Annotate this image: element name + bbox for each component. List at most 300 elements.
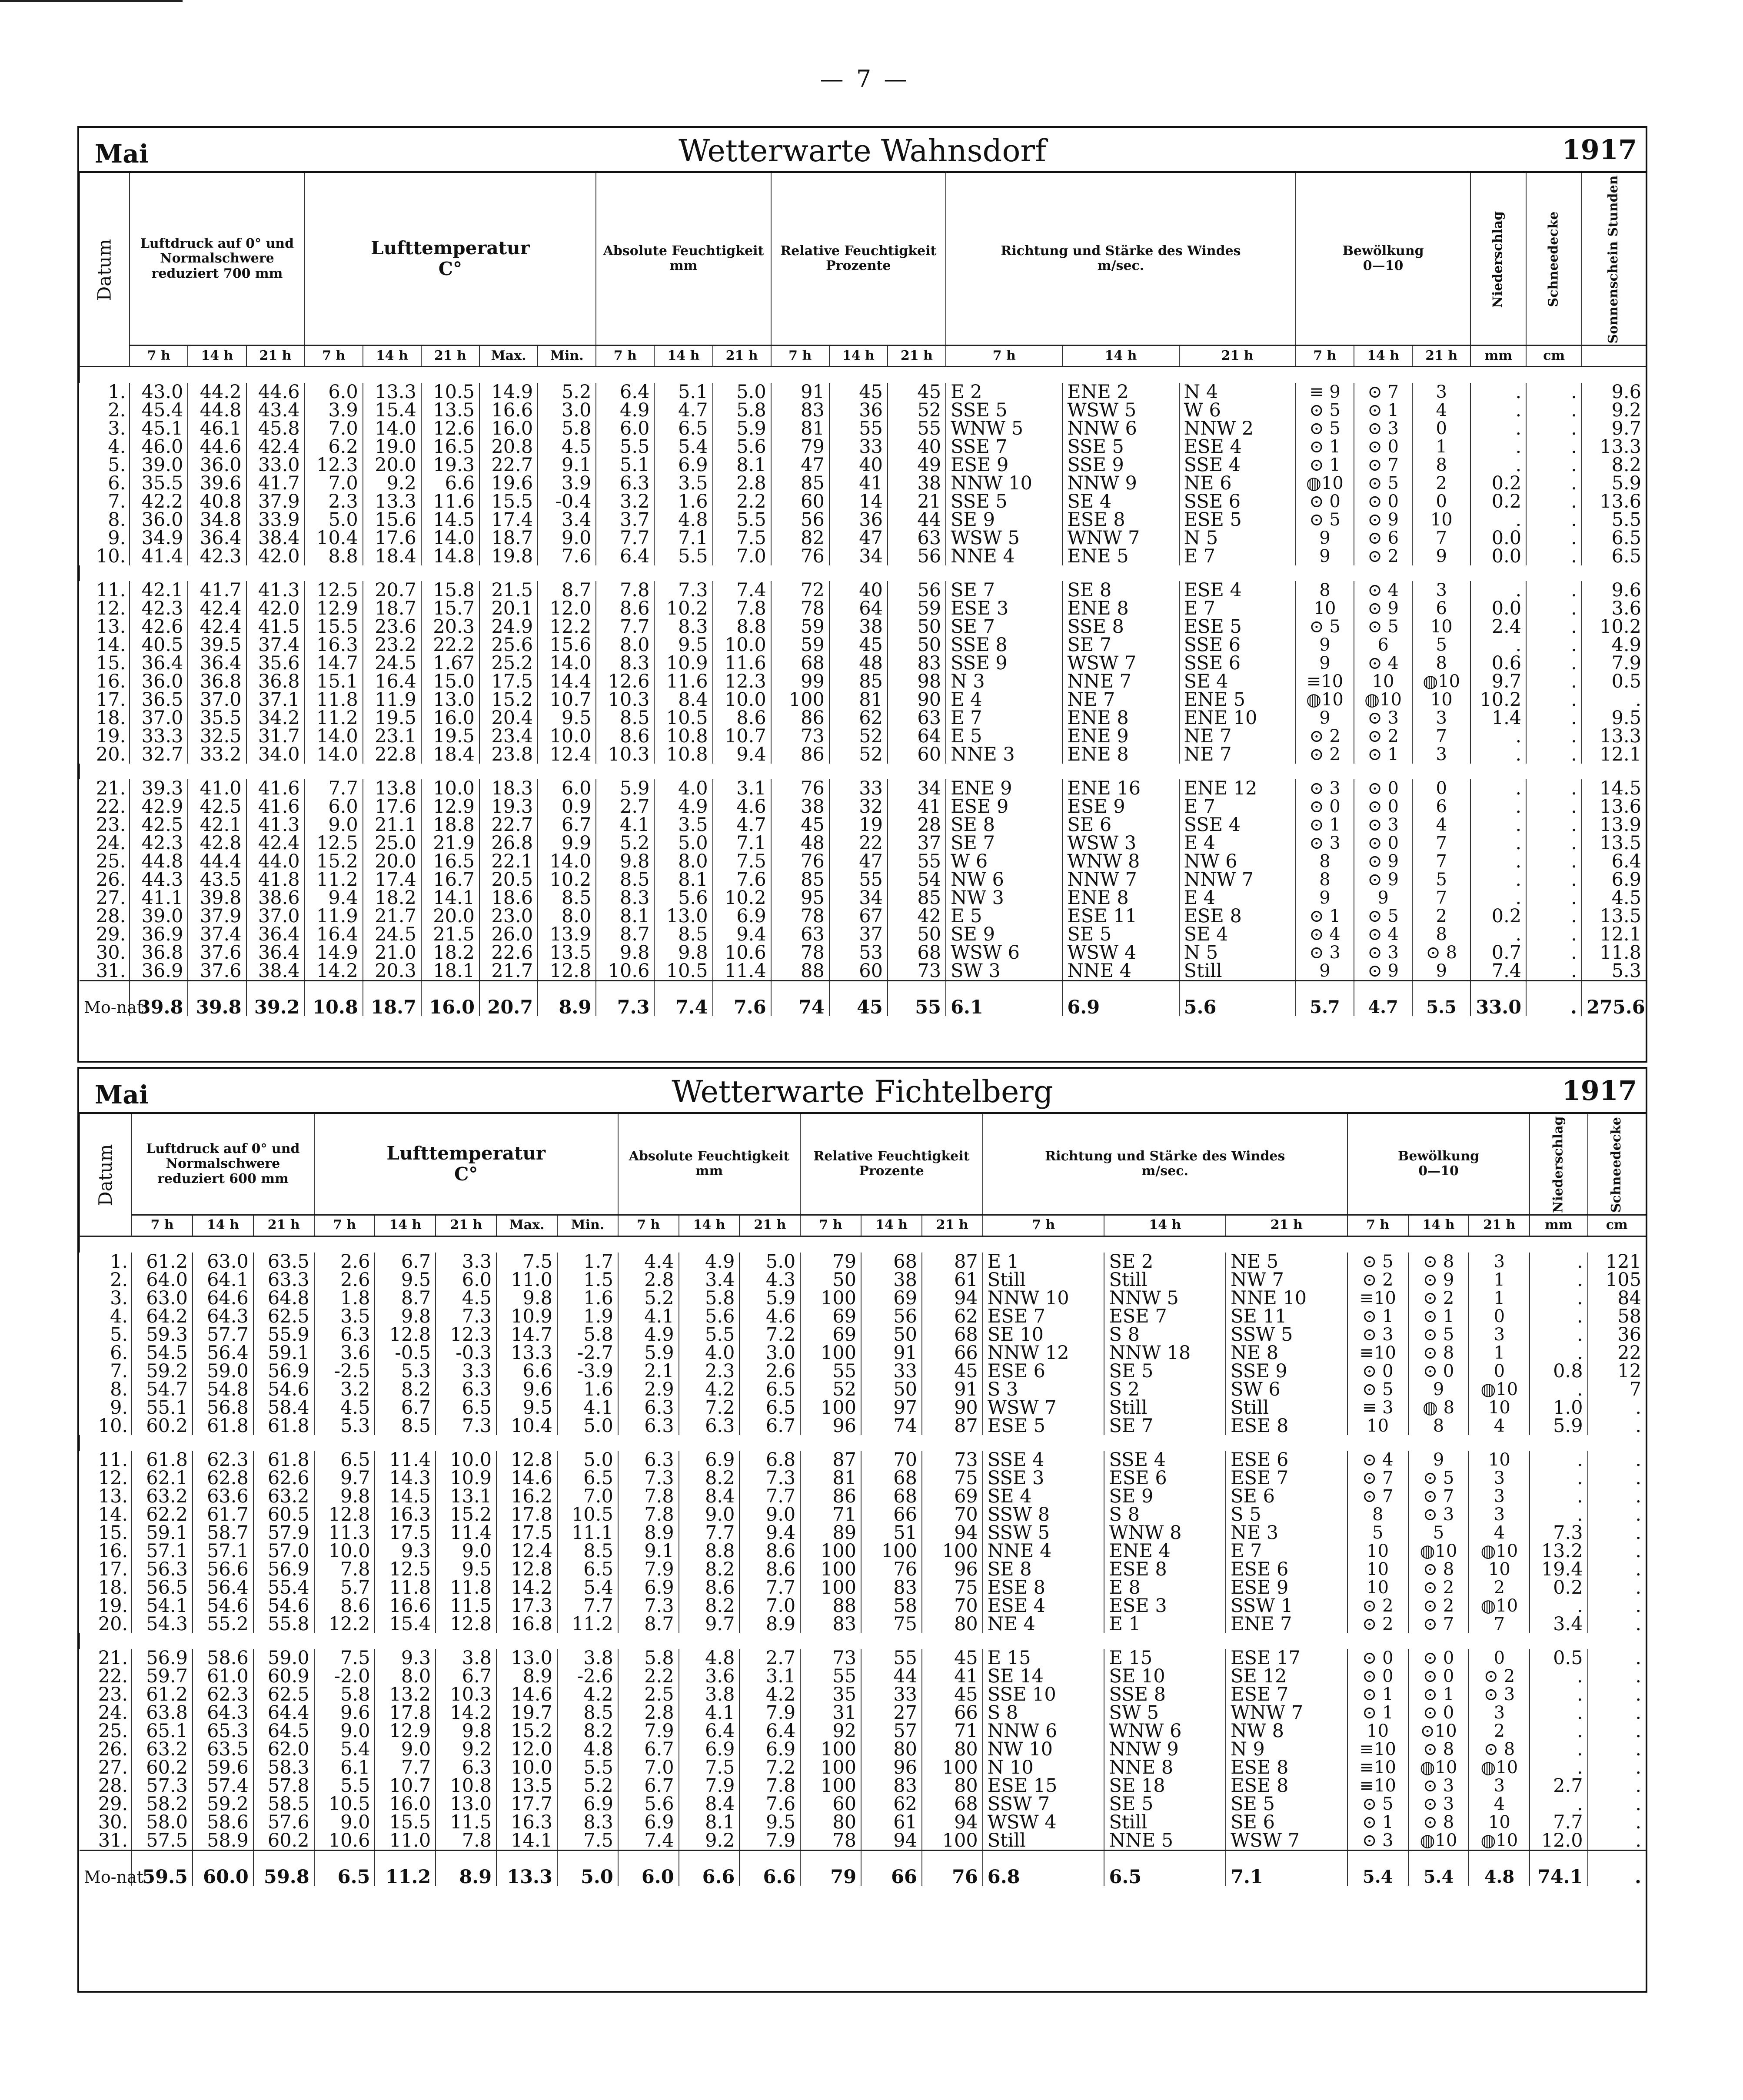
data-cell: 4 [1469, 1417, 1530, 1435]
data-cell: 20.7 [363, 581, 421, 599]
data-cell: 2 [1412, 907, 1470, 925]
data-cell: 61.8 [253, 1417, 314, 1435]
data-cell: 9.2 [1582, 401, 1646, 419]
data-cell: 44.6 [188, 438, 246, 456]
month-value-cell: 6.1 [946, 980, 1062, 1016]
data-cell: 2 [1469, 1578, 1530, 1597]
data-cell: 55 [829, 871, 888, 889]
col-14h: 14 h [193, 1215, 253, 1236]
data-cell: 6.0 [538, 779, 596, 797]
data-cell: 75 [922, 1469, 983, 1487]
data-cell: 56.9 [253, 1362, 314, 1380]
data-cell: ⊙ 0 [1408, 1704, 1469, 1722]
data-cell: 9 [1296, 529, 1354, 547]
data-cell: 2.4 [1470, 618, 1526, 636]
data-cell: 83 [861, 1777, 922, 1795]
date-cell: 28. [96, 905, 126, 927]
col-21h: 21 h [713, 345, 771, 366]
data-cell: 2.8 [618, 1271, 679, 1289]
data-cell: 7 [1412, 834, 1470, 852]
data-cell: 14.1 [496, 1831, 557, 1851]
data-cell: 8.8 [679, 1542, 740, 1560]
data-cell: 39.3 [130, 779, 188, 797]
data-cell: 16.0 [375, 1795, 436, 1813]
data-cell: 7.0 [305, 419, 363, 438]
data-cell: ⊙ 1 [1296, 438, 1354, 456]
table-row [80, 581, 1646, 599]
table-row [80, 438, 1646, 456]
data-cell: 6.4 [596, 383, 654, 401]
month-value-cell: 6.0 [618, 1850, 679, 1886]
data-cell: 10.6 [596, 962, 654, 981]
data-cell: 15.8 [421, 581, 479, 599]
data-cell: ≡10 [1296, 672, 1354, 691]
data-cell: 59.0 [193, 1362, 253, 1380]
data-cell: 100 [800, 1777, 861, 1795]
data-cell: 45 [771, 816, 829, 834]
data-cell: . [1470, 779, 1526, 797]
data-cell: 5.8 [679, 1289, 740, 1307]
data-cell: 94 [861, 1831, 922, 1851]
data-cell: . [1526, 745, 1582, 764]
data-cell: 8.4 [654, 691, 712, 709]
data-cell: 12.6 [596, 672, 654, 691]
data-cell: 8.6 [739, 1542, 800, 1560]
data-cell: 39.0 [130, 456, 188, 474]
month-value-cell: 6.8 [983, 1850, 1104, 1886]
month-value-cell: 6.6 [739, 1850, 800, 1886]
data-cell: ⊙ 2 [1347, 1615, 1408, 1633]
data-cell: 63.5 [193, 1740, 253, 1758]
data-cell: SSE 4 [983, 1451, 1104, 1469]
data-cell: 72 [771, 581, 829, 599]
data-cell: 6.9 [1582, 871, 1646, 889]
data-cell: SE 18 [1104, 1777, 1226, 1795]
data-cell: 14.5 [421, 511, 479, 529]
col-7h: 7 h [130, 345, 188, 366]
data-cell: 20.0 [421, 907, 479, 925]
date-cell: 14. [98, 1503, 128, 1525]
data-cell: 44 [861, 1667, 922, 1685]
data-cell: 4.0 [654, 779, 712, 797]
precip-header: Niederschlag [1470, 173, 1526, 345]
data-cell: ◍10 [1412, 672, 1470, 691]
data-cell: 96 [800, 1417, 861, 1435]
data-cell: 85 [771, 871, 829, 889]
data-cell: 10.0 [496, 1758, 557, 1777]
data-cell: 0.2 [1470, 907, 1526, 925]
data-cell: 31.7 [246, 727, 305, 745]
data-cell: SE 9 [1104, 1487, 1226, 1505]
data-cell: 3.8 [679, 1685, 740, 1704]
table-row [80, 816, 1646, 834]
data-cell: 87 [922, 1253, 983, 1271]
data-cell: SE 7 [1104, 1417, 1226, 1435]
data-cell: ⊙ 9 [1354, 871, 1412, 889]
data-cell: 5.2 [557, 1777, 618, 1795]
data-cell: 81 [829, 691, 888, 709]
col-14h: 14 h [375, 1215, 436, 1236]
data-cell: 3.6 [314, 1344, 375, 1362]
data-cell: 5.0 [557, 1417, 618, 1435]
data-cell: 5.0 [557, 1451, 618, 1469]
data-cell: 13.3 [1582, 438, 1646, 456]
data-cell: E 5 [946, 907, 1062, 925]
data-cell: 9.8 [375, 1307, 436, 1326]
data-cell: 20.3 [363, 962, 421, 981]
data-cell: 45.8 [246, 419, 305, 438]
data-cell: 14.4 [538, 672, 596, 691]
data-cell: 3.0 [538, 401, 596, 419]
date-cell: 29. [96, 923, 126, 945]
date-cell: 3. [110, 1287, 128, 1309]
data-cell: 3 [1469, 1253, 1530, 1271]
data-cell: 91 [922, 1380, 983, 1399]
data-cell: . [1470, 816, 1526, 834]
data-cell: 9.4 [713, 925, 771, 944]
page-number: — 7 — [820, 65, 910, 93]
data-cell: 13.3 [1582, 727, 1646, 745]
data-cell: ⊙ 7 [1354, 383, 1412, 401]
data-cell: 7.5 [713, 852, 771, 871]
date-cell: 8. [110, 1378, 128, 1400]
data-cell: 15.2 [479, 691, 538, 709]
data-cell: 28 [888, 816, 946, 834]
data-cell: 12.4 [496, 1542, 557, 1560]
data-cell: 14 [829, 492, 888, 511]
data-cell: 32 [829, 797, 888, 816]
data-cell: 5.2 [618, 1289, 679, 1307]
data-cell: 86 [800, 1487, 861, 1505]
data-cell: . [1526, 944, 1582, 962]
data-cell: 10 [1347, 1417, 1408, 1435]
data-cell: ENE 2 [1062, 383, 1179, 401]
date-cell: 2. [110, 1269, 128, 1291]
month-value-cell: 4.7 [1354, 980, 1412, 1016]
data-cell: 10.0 [713, 636, 771, 654]
date-cell: 15. [98, 1522, 128, 1544]
data-cell: 11.8 [305, 691, 363, 709]
data-cell: . [1470, 727, 1526, 745]
data-cell: 36.4 [188, 654, 246, 672]
data-cell: 18.2 [363, 889, 421, 907]
data-cell: ⊙ 3 [1296, 779, 1354, 797]
data-cell: 23.2 [363, 636, 421, 654]
data-cell: 21.9 [421, 834, 479, 852]
data-cell: 16.6 [479, 401, 538, 419]
cloud-title: Bewölkung [1398, 1148, 1480, 1164]
data-cell: 59.1 [253, 1344, 314, 1362]
data-cell: E 7 [946, 709, 1062, 727]
data-cell: 6.4 [1582, 852, 1646, 871]
data-cell: 64.2 [132, 1307, 193, 1326]
data-cell: ESE 9 [946, 456, 1062, 474]
data-cell: . [1526, 654, 1582, 672]
data-cell: ⊙ 0 [1354, 834, 1412, 852]
data-cell: 58.5 [253, 1795, 314, 1813]
pressure-header: Luftdruck auf 0° und Normalschwere reduziert 600 mm [132, 1114, 314, 1215]
data-cell: 4.7 [654, 401, 712, 419]
data-cell: 5.5 [1582, 511, 1646, 529]
table-row [80, 1795, 1646, 1813]
col-7h: 7 h [596, 345, 654, 366]
data-cell: 9.2 [363, 474, 421, 492]
data-cell: 25.0 [363, 834, 421, 852]
data-cell: ◍10 [1469, 1597, 1530, 1615]
table-row [80, 1758, 1646, 1777]
data-cell: . [1588, 1399, 1646, 1417]
data-cell: 2.9 [618, 1380, 679, 1399]
data-cell: 88 [800, 1597, 861, 1615]
data-cell: 56 [888, 581, 946, 599]
data-cell: 2.7 [1530, 1777, 1587, 1795]
col-7h: 7 h [771, 345, 829, 366]
data-cell: 15.7 [421, 599, 479, 618]
data-cell: 8 [1296, 871, 1354, 889]
data-cell: 7.7 [1530, 1813, 1587, 1831]
data-cell: SE 10 [983, 1326, 1104, 1344]
data-cell: 7.3 [1530, 1524, 1587, 1542]
data-cell: NNE 4 [983, 1542, 1104, 1560]
data-cell: SW 6 [1226, 1380, 1347, 1399]
data-cell: S 3 [983, 1380, 1104, 1399]
data-cell: ESE 9 [1062, 797, 1179, 816]
data-cell: NNW 6 [983, 1722, 1104, 1740]
data-cell: 6.7 [618, 1777, 679, 1795]
data-cell: 73 [771, 727, 829, 745]
cloud-unit: 0—10 [1418, 1163, 1459, 1179]
data-cell: ⊙ 0 [1354, 438, 1412, 456]
data-cell: 95 [771, 889, 829, 907]
data-cell: 6.9 [557, 1795, 618, 1813]
data-cell: 13.5 [421, 401, 479, 419]
data-cell: SW 5 [1104, 1704, 1226, 1722]
precip-header: Niederschlag [1530, 1114, 1587, 1215]
data-cell: ESE 3 [1104, 1597, 1226, 1615]
data-cell: . [1470, 636, 1526, 654]
data-cell: . [1470, 745, 1526, 764]
table-row [80, 492, 1646, 511]
data-cell: 9 [1296, 547, 1354, 565]
data-cell: 61.8 [253, 1451, 314, 1469]
data-cell: ⊙ 8 [1408, 1253, 1469, 1271]
month-value-cell: 5.7 [1296, 980, 1354, 1016]
data-cell: . [1526, 816, 1582, 834]
data-cell: 54.6 [253, 1380, 314, 1399]
table-row [80, 1831, 1646, 1851]
data-cell: . [1530, 1505, 1587, 1524]
data-cell: . [1530, 1271, 1587, 1289]
data-cell: 57.4 [193, 1777, 253, 1795]
data-cell: 87 [922, 1417, 983, 1435]
data-cell: 56.4 [193, 1578, 253, 1597]
data-cell: 10.2 [654, 599, 712, 618]
data-cell: 5 [1408, 1524, 1469, 1542]
spacer-cell [80, 1236, 1646, 1253]
data-cell: 65.3 [193, 1722, 253, 1740]
snow-header: Schneedecke [1588, 1114, 1646, 1215]
data-cell: NNE 4 [946, 547, 1062, 565]
data-cell: NNE 10 [1226, 1289, 1347, 1307]
data-cell: 9.5 [538, 709, 596, 727]
data-cell: 8.2 [679, 1597, 740, 1615]
col-14h: 14 h [1062, 345, 1179, 366]
data-cell: 8.9 [618, 1524, 679, 1542]
date-cell: 29. [98, 1793, 128, 1815]
data-cell: SE 6 [1226, 1813, 1347, 1831]
data-cell: ESE 8 [1179, 907, 1296, 925]
data-cell: SSE 7 [946, 438, 1062, 456]
data-cell: 5.1 [596, 456, 654, 474]
rel-humidity-header [800, 1114, 982, 1215]
data-cell: S 8 [1104, 1326, 1226, 1344]
data-cell: 18.3 [479, 779, 538, 797]
data-cell: 3.3 [436, 1253, 496, 1271]
data-cell: 19.3 [479, 797, 538, 816]
data-cell: SE 5 [1104, 1362, 1226, 1380]
data-cell: . [1526, 797, 1582, 816]
data-cell: 42.1 [130, 581, 188, 599]
data-cell: . [1530, 1722, 1587, 1740]
data-cell: 11.2 [557, 1615, 618, 1633]
data-cell: 70 [922, 1505, 983, 1524]
data-cell: 9.6 [1582, 581, 1646, 599]
data-cell: NNE 5 [1104, 1831, 1226, 1851]
data-cell: WSW 4 [983, 1813, 1104, 1831]
spacer-row [80, 1633, 1646, 1649]
data-cell: 5.4 [654, 438, 712, 456]
data-cell: . [1470, 581, 1526, 599]
data-cell: 85 [771, 474, 829, 492]
data-cell: 81 [771, 419, 829, 438]
data-cell: ⊙ 3 [1347, 1831, 1408, 1851]
data-cell: SSE 3 [983, 1469, 1104, 1487]
data-cell: S 5 [1226, 1505, 1347, 1524]
data-cell: 78 [771, 599, 829, 618]
data-cell: 22.2 [421, 636, 479, 654]
date-cell: 19. [98, 1595, 128, 1617]
abs-humidity-unit: mm [695, 1163, 723, 1179]
data-cell: 36.9 [130, 962, 188, 981]
data-cell: 7.8 [618, 1487, 679, 1505]
data-cell: 7.3 [436, 1307, 496, 1326]
data-cell: 79 [800, 1253, 861, 1271]
data-cell: ESE 6 [983, 1362, 1104, 1380]
data-cell: . [1526, 727, 1582, 745]
data-cell: 3.4 [679, 1271, 740, 1289]
col-14h: 14 h [829, 345, 888, 366]
data-cell: ESE 4 [1179, 438, 1296, 456]
data-cell: ESE 3 [946, 599, 1062, 618]
data-cell: ⊙ 3 [1296, 834, 1354, 852]
date-cell: 13. [96, 615, 126, 638]
data-cell: SSE 9 [1226, 1362, 1347, 1380]
data-cell: 10.5 [654, 962, 712, 981]
data-cell: SE 14 [983, 1667, 1104, 1685]
data-cell: 13.9 [538, 925, 596, 944]
data-cell: 6.9 [618, 1813, 679, 1831]
data-cell: 7.8 [314, 1560, 375, 1578]
data-cell: NNW 18 [1104, 1344, 1226, 1362]
data-cell: WSW 6 [946, 944, 1062, 962]
data-cell: 70 [861, 1451, 922, 1469]
data-cell: 37.9 [246, 492, 305, 511]
data-cell: ≡ 9 [1296, 383, 1354, 401]
data-cell: ⊙ 4 [1347, 1451, 1408, 1469]
temperature-title: Lufttemperatur [371, 237, 530, 259]
data-cell: 83 [861, 1578, 922, 1597]
data-cell: ⊙ 5 [1296, 419, 1354, 438]
data-cell: 16.2 [496, 1487, 557, 1505]
table-body [80, 366, 1646, 1016]
data-cell: 0.2 [1470, 492, 1526, 511]
date-cell: 25. [96, 850, 126, 872]
data-cell: 8.1 [596, 907, 654, 925]
data-cell: 10 [1412, 511, 1470, 529]
data-cell: 9.6 [314, 1704, 375, 1722]
table-row [80, 654, 1646, 672]
data-cell: 4.1 [596, 816, 654, 834]
table-row [80, 709, 1646, 727]
data-cell: 2 [1469, 1722, 1530, 1740]
data-cell: . [1470, 401, 1526, 419]
date-cell: 31. [96, 960, 126, 982]
data-cell: 7.0 [557, 1487, 618, 1505]
data-cell: 10.3 [596, 745, 654, 764]
data-cell: 16.3 [496, 1813, 557, 1831]
spacer-row [80, 565, 1646, 581]
data-cell: NNW 9 [1104, 1740, 1226, 1758]
data-cell: 66 [922, 1704, 983, 1722]
data-cell: ⊙ 8 [1408, 1344, 1469, 1362]
data-cell: 16.3 [375, 1505, 436, 1524]
data-cell: 19.6 [479, 474, 538, 492]
data-cell: 14.6 [496, 1685, 557, 1704]
data-cell: 52 [829, 727, 888, 745]
month-value-cell: 11.2 [375, 1850, 436, 1886]
data-cell: 70 [922, 1597, 983, 1615]
station-title: Wetterwarte Fichtelberg [672, 1074, 1053, 1110]
data-cell: E 15 [983, 1649, 1104, 1667]
data-cell: 11.5 [436, 1813, 496, 1831]
data-cell: ENE 5 [1062, 547, 1179, 565]
data-cell: ENE 8 [1062, 599, 1179, 618]
data-cell: 9.0 [314, 1722, 375, 1740]
data-cell: ⊙ 8 [1408, 1740, 1469, 1758]
data-cell: 100 [922, 1758, 983, 1777]
data-cell: 41.8 [246, 871, 305, 889]
date-cell: 17. [96, 688, 126, 711]
data-cell: 12.4 [538, 745, 596, 764]
data-cell: 56.5 [132, 1578, 193, 1597]
data-cell: 43.0 [130, 383, 188, 401]
data-cell: 54.5 [132, 1344, 193, 1362]
data-cell: 54.6 [193, 1597, 253, 1615]
temperature-header [314, 1114, 618, 1215]
month-label-cell: Mo-nat [80, 980, 130, 1016]
data-cell: 60.9 [253, 1667, 314, 1685]
data-cell: 21 [888, 492, 946, 511]
data-cell: 10.5 [421, 383, 479, 401]
table-row [80, 925, 1646, 944]
data-cell: ⊙ 9 [1354, 962, 1412, 981]
wind-title: Richtung und Stärke des Windes [1001, 243, 1241, 259]
data-cell: 8.7 [538, 581, 596, 599]
month-value-cell: 45 [829, 980, 888, 1016]
data-cell: 9.2 [679, 1831, 740, 1851]
col-14h: 14 h [188, 345, 246, 366]
data-cell: 6.3 [679, 1417, 740, 1435]
